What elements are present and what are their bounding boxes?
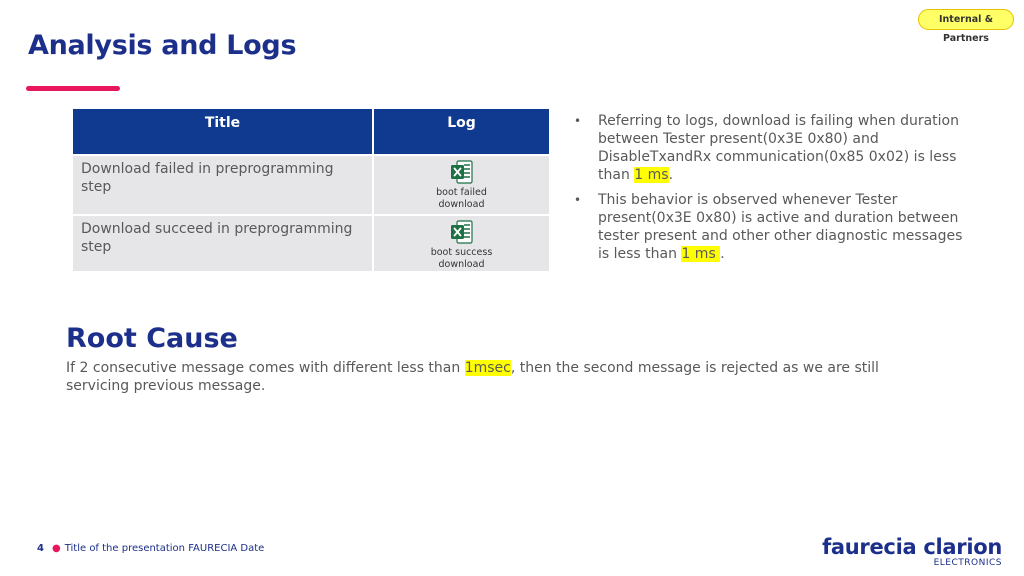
highlighted-value: 1 ms (634, 167, 669, 183)
bullet-dot: • (574, 114, 582, 128)
log-attachment[interactable] (373, 155, 550, 215)
company-logo: faurecia clarion ELECTRONICS (822, 535, 1002, 568)
page-number: 4 (37, 543, 44, 554)
table-row (72, 215, 550, 272)
footer-text: Title of the presentation FAURECIA Date (64, 543, 265, 554)
logs-table (71, 107, 551, 273)
findings-list (574, 112, 974, 270)
highlighted-value: 1 ms (681, 246, 721, 262)
log-caption: boot failed download (436, 187, 487, 210)
row-title: Download succeed in preprogramming step (72, 215, 373, 272)
log-caption: boot success download (430, 247, 493, 270)
bullet-dot: • (574, 193, 582, 207)
root-cause-title: Root Cause (66, 323, 238, 354)
row-title: Download failed in preprogramming step (72, 155, 373, 215)
excel-file-icon[interactable] (451, 220, 473, 244)
finding-bullet: • This behavior is observed whenever Tester present(0x3E 0x80) is active and duration between tester present and other other diagnostic messages is less than 1 ms . (574, 192, 963, 262)
column-header-title: Title (72, 108, 373, 155)
highlighted-value: 1msec (464, 360, 511, 376)
log-attachment[interactable] (373, 215, 550, 272)
title-underline (26, 86, 120, 91)
footer-dot: ● (51, 543, 61, 554)
page-title: Analysis and Logs (28, 30, 297, 61)
excel-file-icon[interactable] (451, 160, 473, 184)
root-cause-text: If 2 consecutive message comes with different less than 1msec, then the second message is rejected as we are still servicing previous message. (66, 360, 879, 394)
classification-badge: Internal & Partners (918, 9, 1014, 30)
footer (37, 543, 264, 554)
table-header-row (72, 108, 550, 155)
column-header-log: Log (373, 108, 550, 155)
table-row (72, 155, 550, 215)
finding-bullet: • Referring to logs, download is failing when duration between Tester present(0x3E 0x80) and DisableTxandRx communication(0x85 0x02) is less than 1 ms. (574, 113, 959, 183)
